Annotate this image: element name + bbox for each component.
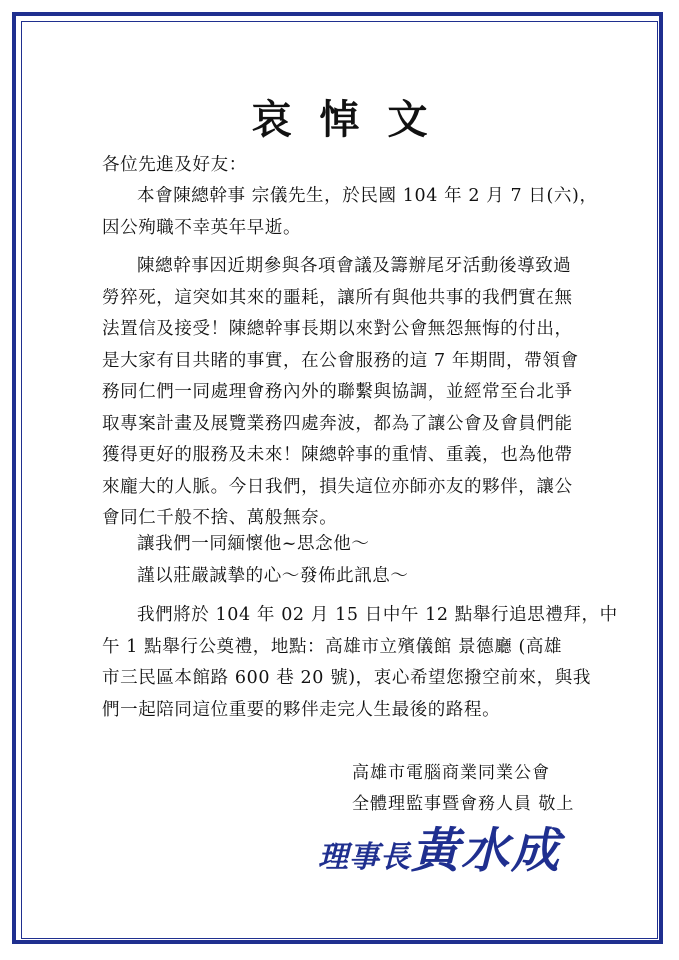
service-line: 我們將於 104 年 02 月 15 日中午 12 點舉行追思禮拜，中 [137,605,618,625]
body-line: 來龐大的人脈。今日我們，損失這位亦師亦友的夥伴，讓公 [102,476,573,497]
body-line: 務同仁們一同處理會務內外的聯繫與協調，並經常至台北爭 [102,382,573,402]
body-line: 陳總幹事因近期參與各項會議及籌辦尾牙活動後導致過 [137,256,572,276]
service-line: 午 1 點舉行公奠禮，地點：高雄市立殯儀館 景德廳 (高雄 [102,636,563,657]
service-line: 市三民區本館路 600 巷 20 號)，衷心希望您撥空前來，與我 [102,668,591,688]
page-title: 哀悼文 [251,97,456,143]
salutation: 各位先進及好友： [102,155,247,175]
signature-staff: 全體理監事暨會務人員 敬上 [352,794,575,814]
chairman-name: 黃水成 [411,823,562,879]
signature-org: 高雄市電腦商業同業公會 [352,763,550,783]
body-line: 取專案計畫及展覽業務四處奔波，都為了讓公會及會員們能 [102,413,573,434]
body-line: 是大家有目共睹的事實，在公會服務的這 7 年期間，帶領會 [102,350,579,371]
intro-line: 本會陳總幹事 宗儀先生，於民國 104 年 2 月 7 日(六)， [137,186,598,206]
body-line: 會同仁千般不捨、萬般無奈。 [102,508,338,528]
body-line: 獲得更好的服務及未來！陳總幹事的重情、重義，也為他帶 [102,445,573,465]
chairman-title: 理事長 [318,840,411,875]
service-paragraph [102,600,618,726]
service-line: 們一起陪同這位重要的夥伴走完人生最後的路程。 [102,699,501,720]
body-line: 勞猝死，這突如其來的噩耗，讓所有與他共事的我們實在無 [102,287,573,308]
chairman-signature [318,812,561,881]
remembrance-paragraph [137,529,409,592]
remembrance-line: 讓我們一同緬懷他~思念他～ [137,534,370,554]
intro-paragraph [102,181,598,244]
body-paragraph [102,251,580,535]
body-line: 法置信及接受！陳總幹事長期以來對公會無怨無悔的付出， [102,319,573,339]
intro-line: 因公殉職不幸英年早逝。 [102,217,302,238]
remembrance-line: 謹以莊嚴誠摯的心～發佈此訊息～ [137,565,409,586]
